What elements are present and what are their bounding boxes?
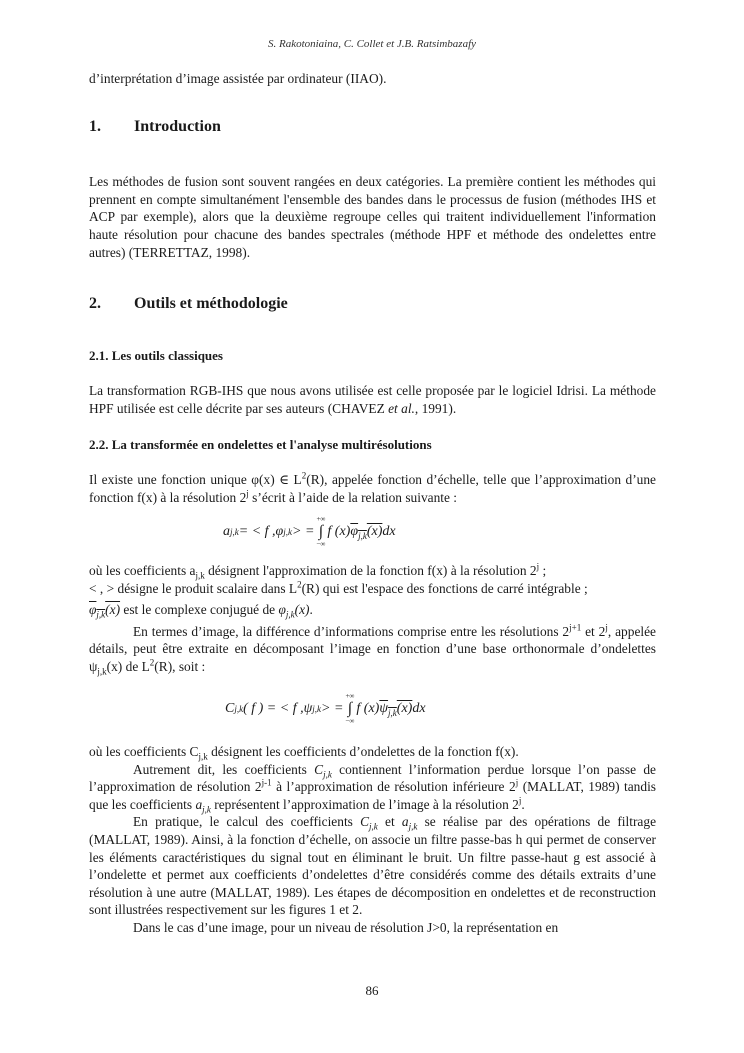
paragraph: où les coefficients $C_{j,k}$ désignent les coefficients d’ondelettes de la fonction f(x).: [89, 744, 519, 762]
integral-sign: +∞ ∫ −∞: [316, 515, 326, 548]
subsection-heading: 2.1. Les outils classiques: [89, 347, 223, 363]
section-number: 2.: [89, 295, 101, 313]
section-heading-2: [89, 295, 656, 313]
subsection-heading: 2.2. La transformée en ondelettes et l'analyse multirésolutions: [89, 436, 432, 452]
section-title: Introduction: [134, 117, 221, 135]
paragraph: La transformation RGB-IHS que nous avons utilisée est celle proposée par le logiciel Idrisi. La méthode HPF utilisée est celle décrite par ses auteurs (CHAVEZ et al., 1991).: [89, 383, 656, 416]
page-number: 86: [365, 983, 379, 998]
equation-wavelet-coefficients: C j,k ( f ) = < f ,ψ j,k > = +∞ ∫ −∞ f (x) $\psi_{j,k}(x)$ dx: [225, 692, 426, 726]
main-text: [89, 70, 656, 937]
paragraph: $\varphi_{j,k}(x)$ est le complexe conjugué de $\varphi_{j,k}(x)$.: [89, 602, 313, 620]
paragraph: Il existe une fonction unique φ(x) ∈ $L^2(R)$, appelée fonction d’échelle, telle que l’approximation d’une fonction f(x) à la résolution 2$^j$ s’écrit à l’aide de la relation suivante :: [89, 470, 657, 505]
paragraph: Les méthodes de fusion sont souvent rangées en deux catégories. La première contient les méthodes qui prennent en compte simultanément l'ensemble des bandes dans le processus de fusion (méthodes IHS et ACP par exemple), alors que la deuxième regroupe celles qui traitent individuellement l'information haute résolution pour chacune des bandes spectrales (méthode HPF et méthode des ondelettes entre autres) (TERRETTAZ, 1998).: [89, 174, 656, 260]
running-header: S. Rakotoniaina, C. Collet et J.B. Ratsimbazafy: [267, 38, 477, 50]
section-heading-1: [89, 118, 656, 136]
section-number: 1.: [89, 117, 101, 135]
intro-line: d’interprétation d’image assistée par ordinateur (IIAO).: [89, 71, 387, 86]
integral-sign: +∞ ∫ −∞: [345, 692, 355, 726]
paragraph: En pratique, le calcul des coefficients $C_{j,k}$ et $a_{j,k}$ se réalise par des opérations de filtrage (MALLAT, 1989). Ainsi, à la fonction d’échelle, on associe un filtre passe-bas h qui permet de conserver les éléments caractéristiques du signal tout en éliminant le bruit. Un filtre passe-haut g est associé à l’ondelette et permet aux coefficients d’ondelettes d’être considérés comme des détails extraits d’une résolution à une autre (MALLAT, 1989). Les étapes de décomposition en ondelettes et de reconstruction sont illustrées respectivement sur les figures 1 et 2.: [89, 814, 657, 918]
paragraph: Dans le cas d’une image, pour un niveau de résolution J>0, la représentation en: [133, 920, 559, 935]
paragraph: < , > désigne le produit scalaire dans $L^2(R)$ qui est l'espace des fonctions de carré intégrable ;: [89, 579, 588, 596]
equation-approximation: a j,k = < f ,φ j,k > = +∞ ∫ −∞ f (x) $\varphi_{j,k}(x)$ dx: [223, 515, 396, 548]
section-title: Outils et méthodologie: [134, 295, 288, 313]
paragraph: Autrement dit, les coefficients $C_{j,k}$ contiennent l’information perdue lorsque l’on passe de l’approximation de résolution 2$^{j-1}$ à l’approximation de résolution inférieure 2$^j$ (MALLAT, 1989) tandis que les coefficients $a_{j,k}$ représentent l’approximation de l’image à la résolution 2$^j$.: [89, 761, 656, 815]
paragraph: En termes d’image, la différence d’informations comprise entre les résolutions $2^{j+1}$ et 2$^j$, appelée détails, peut être extraite en décomposant l’image en fonction d’une base orthonormale d’ondelettes $\psi_{j,k}(x)$ de $L^2(R)$, soit :: [89, 622, 656, 677]
paragraph: où les coefficients $a_{j,k}$ désignent l'approximation de la fonction f(x) à la résolution 2$^j$ ;: [89, 561, 547, 581]
